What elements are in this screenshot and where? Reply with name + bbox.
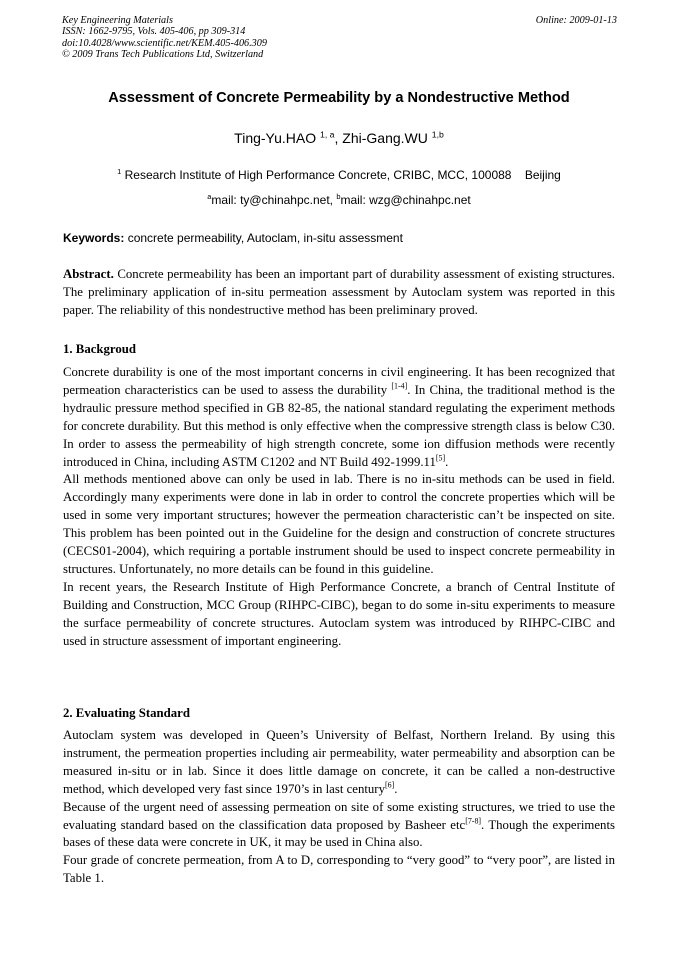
abstract-label: Abstract.	[63, 267, 114, 281]
paragraph-text: Because of the urgent need of assessing permeation on site of some existing structures, we tried to use the evaluating standard based on the classification data proposed by Basheer etc	[63, 799, 615, 832]
citation: [7-8]	[465, 816, 482, 826]
paragraph-text: . Though the experiments bases of these data were concrete in UK, it may be used in China also.	[63, 817, 615, 850]
email-superscript: a	[207, 192, 212, 201]
author-superscript: 1, a	[320, 129, 335, 140]
abstract	[63, 266, 615, 320]
email-line	[0, 193, 678, 207]
paragraph: In recent years, the Research Institute of High Performance Concrete, a branch of Central Institute of Building and Construction, MCC Group (RIHPC-CIBC), began to do some in-situ experiments to measure the surface permeability of concrete structures. Autoclam system was introduced by RIHPC-CIBC and used in structure assessment of important engineering.	[63, 579, 615, 648]
author-separator: ,	[334, 130, 343, 146]
paragraph	[63, 364, 615, 471]
citation: [5]	[435, 453, 446, 463]
paper-title: Assessment of Concrete Permeability by a Nondestructive Method	[108, 90, 570, 106]
citation: [6]	[384, 780, 395, 790]
paragraph	[63, 799, 615, 853]
citation: [1-4]	[391, 381, 408, 391]
affiliation-superscript: 1	[117, 167, 122, 176]
abstract-text: Concrete permeability has been an important part of durability assessment of existing structures. The preliminary application of in-situ permeation assessment by Autoclam system was reported in this paper. The reliability of this nondestructive method has been preliminary proved.	[63, 267, 615, 317]
journal-name: Key Engineering Materials	[62, 15, 173, 26]
doi-line: doi:10.4028/www.scientific.net/KEM.405-406.309	[62, 37, 267, 49]
keywords-label: Keywords:	[63, 231, 125, 245]
paragraph-text: .	[445, 454, 449, 469]
paragraph: All methods mentioned above can only be used in lab. There is no in-situ methods can be used in field. Accordingly many experiments were done in lab in order to control the concrete properties which will be used in some very important structures; however the permeation characteristic can’t be inspected on site. This problem has been pointed out in the Guideline for the design and construction of concrete structures (CECS01-2004), which requiring a portable instrument should be used to inspect concrete permeability in structures. Unfortunately, no more details can be found in this guideline.	[63, 472, 615, 576]
email-text: mail: ty@chinahpc.net,	[211, 193, 337, 207]
author-line	[0, 130, 678, 146]
paragraph-text: .	[394, 781, 398, 796]
paragraph-text: Autoclam system was developed in Queen’s University of Belfast, Northern Ireland. By using this instrument, the permeation properties including air permeability, water permeability and absorption can be measured in-situ or in lab. Since it does little damage on concrete, it can be called a non-destructive method, which developed very fast since 1970’s in last century	[63, 728, 615, 796]
author-superscript: 1,b	[431, 129, 444, 140]
keywords	[63, 231, 615, 245]
paragraph-text: Concrete durability is one of the most important concerns in civil engineering. It has been recognized that permeation characteristics can be used to assess the durability	[63, 365, 615, 397]
paragraph	[63, 727, 615, 799]
section-body	[63, 364, 615, 651]
email-text: mail: wzg@chinahpc.net	[340, 193, 471, 207]
author-name: Ting-Yu.HAO	[234, 130, 317, 146]
copyright-line: © 2009 Trans Tech Publications Ltd, Switzerland	[62, 49, 264, 61]
issn-line: ISSN: 1662-9795, Vols. 405-406, pp 309-314	[62, 26, 246, 38]
online-date: Online: 2009-01-13	[535, 15, 617, 26]
keywords-text: concrete permeability, Autoclam, in-situ assessment	[124, 231, 403, 245]
section-body	[63, 727, 615, 888]
section-heading: 1. Backgroud	[63, 342, 137, 356]
paragraph: Four grade of concrete permeation, from A to D, corresponding to “very good” to “very poor”, are listed in Table 1.	[63, 853, 615, 886]
affiliation	[0, 168, 678, 182]
section-heading: 2. Evaluating Standard	[63, 706, 190, 720]
email-superscript: b	[336, 192, 341, 201]
journal-header	[62, 15, 617, 61]
paragraph-text: . In China, the traditional method is the hydraulic pressure method specified in GB 82-85, the national standard regulating the experiment methods for concrete durability. But this method is only effective when the compressive strength class is below C30. In order to assess the permeability of high strength concrete, some ion diffusion methods were recently introduced in China, including ASTM C1202 and NT Build 492-1999.11	[63, 382, 615, 469]
author-name: Zhi-Gang.WU	[342, 130, 428, 146]
affiliation-text: Research Institute of High Performance Concrete, CRIBC, MCC, 100088 Beijing	[124, 168, 561, 182]
